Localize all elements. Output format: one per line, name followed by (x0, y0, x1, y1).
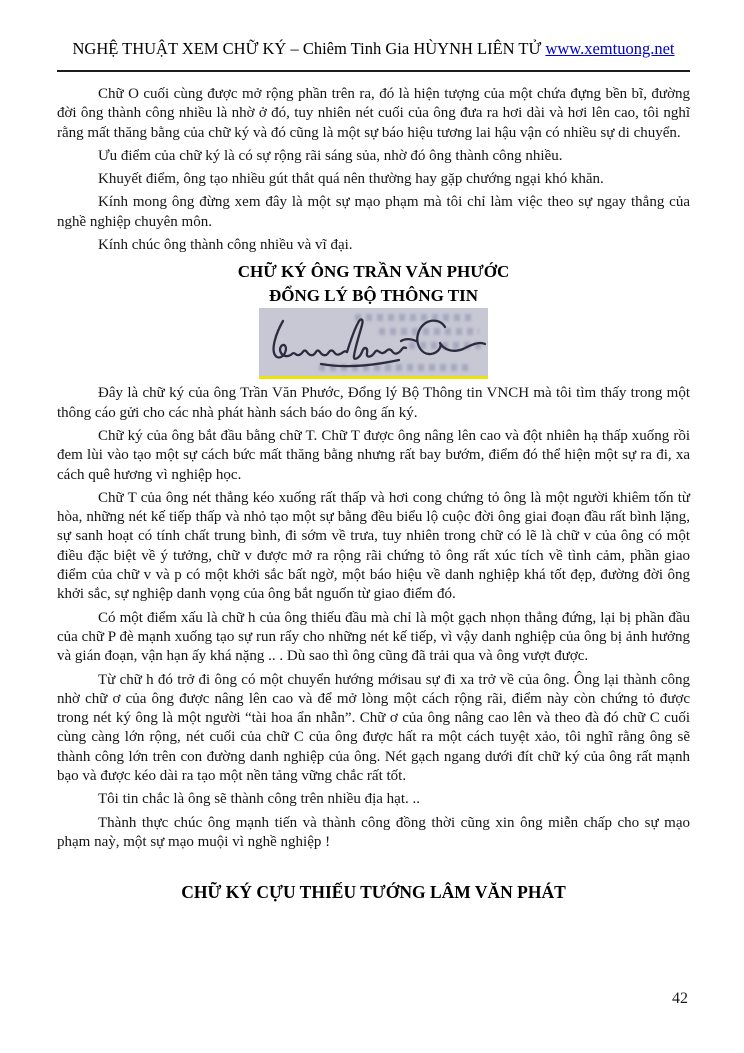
body-text-top (57, 85, 690, 255)
signature-stroke (259, 308, 488, 376)
paragraph: Đây là chữ ký của ông Trần Văn Phước, Đổng lý Bộ Thông tin VNCH mà tôi tìm thấy trong một thông cáo gửi cho các nhà phát hành sách báo do ông ấn ký. (57, 385, 690, 421)
page-number: 42 (672, 990, 688, 1007)
paragraph: Từ chữ h đó trở đi ông có một chuyển hướng mớisau sự đi xa trở về của ông. Ông lại thành công nhờ chữ ơ của ông được nâng lên cao và để mở lòng một cách rộng rãi, điểm này còn chứng tỏ được trong nét ký ông là một người “tài hoa ẩn nhẫn”. Chữ ơ của ông nâng cao lên và theo đà đó chữ C cuối cùng càng lớn rộng, nét cuối của chữ C của ông được hất ra một cách tuyệt xảo, tôi nghĩ rằng ông sẽ thành công lớn trên con đường danh nghiệp của ông. Nét gạch ngang dưới đít chữ ký của ông rất mạnh bạo và được kéo dài ra tạo một nền tảng vững chắc rất tốt. (57, 671, 690, 784)
paragraph: Kính chúc ông thành công nhiều và vĩ đại. (98, 237, 353, 254)
paragraph: Khuyết điểm, ông tạo nhiều gút thắt quá nên thường hay gặp chướng ngại khó khăn. (98, 171, 604, 188)
section-heading-title: ĐỔNG LÝ BỘ THÔNG TIN (268, 286, 479, 306)
paragraph: Chữ O cuối cùng được mở rộng phần trên ra, đó là hiện tượng của một chứa đựng bền bĩ, đường đời ông thành công nhiều là nhờ ở đó, tuy nhiên nét cuối của ông đưa ra hơi dài và hơi lên cao, tôi nghĩ rằng mất thăng bằng của chữ ký và đó cũng là một sự báo hiệu tương lai hậu vận có nhiều sự di chuyển. (57, 85, 690, 141)
next-section-heading: CHỮ KÝ CỰU THIẾU TƯỚNG LÂM VĂN PHÁT (181, 882, 566, 903)
paragraph: Thành thực chúc ông mạnh tiến và thành công đồng thời cũng xin ông miễn chấp cho sự mạo phạm naỳ, một sự mạo muội vì nghề nghiệp ! (57, 814, 690, 850)
paragraph: Chữ ký của ông bắt đầu bằng chữ T. Chữ T được ông nâng lên cao và đột nhiên hạ thấp xuống rồi đem lùi vào tạo một sự cách bức mất thăng bằng nhưng rất bay bướm, điểm đó thể hiện một sự ra đi, xa cách quê hương vì nghiệp học. (57, 427, 690, 483)
paragraph: Chữ T của ông nét thẳng kéo xuống rất thấp và hơi cong chứng tỏ ông là một người khiêm tốn từ hòa, những nét kế tiếp thấp và nhỏ tạo một sự bằng đều biểu lộ cuộc đời ông giai đoạn đầu rất bình lặng, sự sanh hoạt có tính chất trung bình, đi sớm về trưa, tuy nhiên trong chữ có lẽ là chữ v của ông có một điều đặc biệt về ý tưởng, chữ v được mở ra rộng rãi chứng tỏ ông rất xúc tích về tình cảm, phần giao điểm của chữ v và p có một khởi sắc bất ngờ, một báo hiệu về danh nghiệp khá tốt đẹp, đường đời ông khởi sắc, sự nghiệp danh vọng của ông bắt nguốn từ giao điểm đó. (57, 489, 690, 603)
header-link[interactable]: www.xemtuong.net (545, 39, 675, 58)
paragraph: Có một điểm xấu là chữ h của ông thiếu đầu mà chỉ là một gạch nhọn thẳng đứng, lại bị phần đầu của chữ P đè mạnh xuống tạo sự run rẩy cho những nét kế tiếp, vì vậy danh nghiệp của ông bị ảnh hưởng và gián đoạn, vận hạn ấy khá nặng .. . Dù sao thì ông cũng đã trải qua và ông vượt được. (57, 609, 690, 665)
body-text-bottom (57, 384, 690, 852)
scan-yellow-underline (259, 376, 488, 379)
paragraph: Kính mong ông đừng xem đây là một sự mạo phạm mà tôi chỉ làm việc theo sự ngay thẳng của nghề nghiệp chuyên môn. (57, 194, 690, 230)
header-title: NGHỆ THUẬT XEM CHỮ KÝ – Chiêm Tinh Gia HÙYNH LIÊN TỬ (72, 39, 542, 58)
paragraph: Ưu điểm của chữ ký là có sự rộng rãi sáng sủa, nhờ đó ông thành công nhiều. (98, 147, 563, 164)
header-divider (57, 70, 690, 72)
signature-scan-image (259, 308, 488, 379)
page-header (57, 40, 690, 59)
section-heading-name: CHỮ KÝ ÔNG TRẦN VĂN PHƯỚC (237, 262, 510, 282)
paragraph: Tôi tin chắc là ông sẽ thành công trên nhiều địa hạt. .. (98, 791, 420, 808)
